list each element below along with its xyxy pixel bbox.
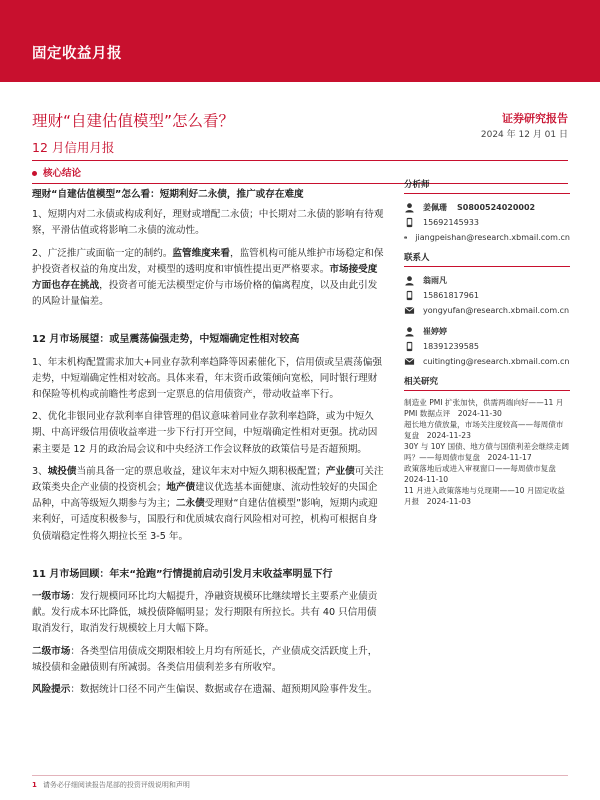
email-icon xyxy=(404,305,415,316)
emphasis: 风险提示 xyxy=(32,684,71,696)
page-subtitle: 12 月信用月报 xyxy=(32,140,115,155)
report-series-title: 固定收益月报 xyxy=(32,46,122,62)
bullet-icon xyxy=(32,171,37,176)
contact-card xyxy=(404,273,570,318)
text: 受理财“自建估值模型”影响，短期内或迎来利好，可适度积极参与，国股行和优质城农商行风险相对可控，机构可根据自身负债端稳定性将久期拉长至 3-5 年。 xyxy=(32,498,378,542)
email-icon xyxy=(404,232,407,243)
paragraph-4: 2、优化非银同业存款利率自律管理的倡议意味着同业存款利率趋降，或为中短久期、中高评级信用债收益率进一步下行打开空间，中短端确定性相对更强。扰动因素主要是 12 月的政治局会议和中央经济工作会议释放的政策信号是否超预期。 xyxy=(32,411,378,455)
text: 可关注政策类央企产业债的投资机会； xyxy=(32,465,384,494)
text: ：各类型信用债成交期限相较上月均有所延长，产业债成交活跃度上升，城投债和金融债则有所减弱。各类信用债利差多有所收窄。 xyxy=(32,645,378,673)
related-title: 相关研究 xyxy=(404,375,570,391)
footer xyxy=(32,780,190,790)
contact-card xyxy=(404,324,570,369)
section-heading-review: 11 月市场回顾：年末“抢跑”行情提前启动引发月末收益率明显下行 xyxy=(32,568,333,580)
footer-divider xyxy=(32,775,568,776)
report-date: 2024 年 12 月 01 日 xyxy=(480,130,568,140)
text: ：数据统计口径不同产生偏误、数据或存在遗漏、超预期风险事件发生。 xyxy=(70,684,378,696)
phone-icon xyxy=(404,341,415,352)
header-bar xyxy=(0,0,600,82)
contact-phone-row xyxy=(404,339,570,354)
person-icon xyxy=(404,202,415,213)
sidebar xyxy=(404,178,570,507)
emphasis: 监管维度来看 xyxy=(172,247,230,259)
analyst-cert: S0800524020002 xyxy=(457,203,536,212)
email-icon xyxy=(404,356,415,367)
contact-email[interactable]: cuitingting@research.xbmail.com.cn xyxy=(423,357,570,366)
emphasis: 一级市场 xyxy=(32,591,71,603)
contact-email[interactable]: yongyufan@research.xbmail.com.cn xyxy=(423,306,570,315)
contact-name: 崔婷婷 xyxy=(423,327,447,336)
paragraph-8 xyxy=(32,682,384,698)
analyst-phone-row xyxy=(404,215,570,230)
analyst-card xyxy=(404,200,570,245)
contact-name-row xyxy=(404,324,570,339)
emphasis: 市场接受度方面也存在挑战 xyxy=(32,263,378,292)
related-item[interactable]: 超长地方债放量，市场关注度较高——每周债市复盘 2024-11-23 xyxy=(404,420,564,440)
analyst-email-row xyxy=(404,230,570,245)
paragraph-3: 1、年末机构配置需求加大+同业存款利率趋降等因素催化下，信用债或呈震荡偏强走势，中短端确定性相对较高。具体来看，年末资币政策倾向宽松，同时银行理财和保险等机构或前瞻性考虑到一定票息的信用债资产，带动收益率下行。 xyxy=(32,356,382,401)
page-title: 理财“自建估值模型”怎么看？ xyxy=(32,112,235,130)
contact-phone-row xyxy=(404,288,570,303)
section-heading-outlook: 12 月市场展望：或呈震荡偏强走势，中短端确定性相对较高 xyxy=(32,334,300,346)
emphasis: 二级市场 xyxy=(32,645,71,657)
contact-phone: 18391239585 xyxy=(423,342,479,351)
divider xyxy=(32,160,568,161)
text: ：发行规模同环比均大幅提升，净融资规模环比继续增长主要系产业债贡献。发行成本环比降低，城投债降幅明显；发行期限有所拉长。共有 40 只信用债取消发行，取消发行规模较上月大幅下降。 xyxy=(32,591,378,635)
paragraph-5 xyxy=(32,464,384,545)
related-item[interactable]: 政策落地后或进入审视窗口——每周债市复盘 2024-11-10 xyxy=(404,464,564,484)
emphasis: 地产债 xyxy=(166,482,196,494)
phone-icon xyxy=(404,290,415,301)
analyst-name-row xyxy=(404,200,570,215)
text: ，投资者可能无法模型定价与市场价格的偏离程度，以及由此引发的风险计量偏差。 xyxy=(32,280,378,308)
contact-email-row xyxy=(404,303,570,318)
related-item[interactable]: 30Y 与 10Y 国债、地方债与国债利差会继续走阔吗？——每周债市复盘 2024-11-17 xyxy=(404,442,569,462)
related-item[interactable]: 11 月进入政策落地与兑现期——10 月固定收益月报 2024-11-03 xyxy=(404,486,565,506)
paragraph-2 xyxy=(32,246,384,311)
contact-phone: 15861817961 xyxy=(423,291,479,300)
paragraph-6 xyxy=(32,589,384,638)
page-number: 1 xyxy=(32,781,37,789)
analysts-title: 分析师 xyxy=(404,178,570,194)
emphasis: 二永债 xyxy=(175,498,205,510)
text: 3、 xyxy=(32,465,48,477)
text: 建议优选基本面健康、流动性较好的央国企品种，中高等级短久期参与为主； xyxy=(32,482,378,510)
paragraph-7 xyxy=(32,644,384,676)
related-list xyxy=(404,397,570,507)
contact-name-row xyxy=(404,273,570,288)
contact-name: 翁雨凡 xyxy=(423,276,447,285)
paragraph-1: 1、短期内对二永债或构成利好，理财或增配二永债；中长期对二永债的影响有待观察，平滑估值或将影响二永债的流动性。 xyxy=(32,209,384,237)
analyst-email[interactable]: jiangpeishan@research.xbmail.com.cn xyxy=(415,233,570,242)
person-icon xyxy=(404,326,415,337)
summary-lead: 理财“自建估值模型”怎么看：短期利好二永债，推广或存在难度 xyxy=(32,189,304,200)
analyst-phone: 15692145933 xyxy=(423,218,479,227)
emphasis: 产业债 xyxy=(325,465,355,477)
phone-icon xyxy=(404,217,415,228)
contacts-title: 联系人 xyxy=(404,251,570,267)
footer-disclaimer: 请务必仔细阅读报告尾部的投资评级说明和声明 xyxy=(42,781,190,789)
section-tag-label: 核心结论 xyxy=(43,168,82,179)
person-icon xyxy=(404,275,415,286)
analyst-name: 姜佩珊 xyxy=(423,203,447,212)
main-content xyxy=(32,187,384,704)
contact-email-row xyxy=(404,354,570,369)
emphasis: 城投债 xyxy=(47,465,77,477)
report-type-label: 证券研究报告 xyxy=(502,112,568,125)
text: 2、广泛推广或面临一定的制约。 xyxy=(32,247,173,259)
text: ，监管机构可能从维护市场稳定和保护投资者权益的角度出发，对模型的透明度和审慎性提出更严格要求。 xyxy=(32,247,384,275)
section-tag xyxy=(32,165,81,179)
text: 当前具备一定的票息收益，建议年末对中短久期积极配置； xyxy=(76,465,326,477)
related-item[interactable]: 制造业 PMI 扩张加快，供需两端向好——11 月 PMI 数据点评 2024-11-30 xyxy=(404,398,564,418)
